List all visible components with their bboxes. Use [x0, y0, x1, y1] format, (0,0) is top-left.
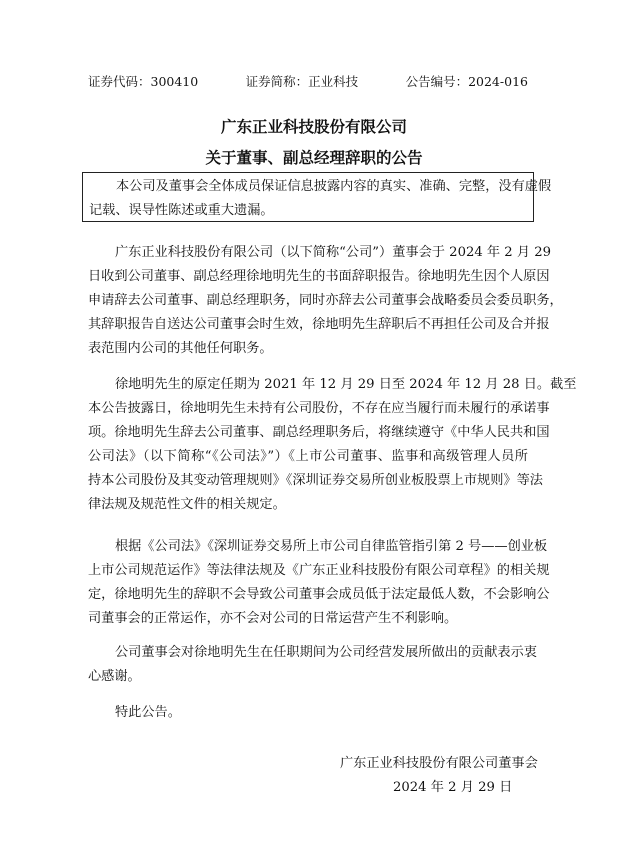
disclaimer-box: [82, 172, 552, 222]
notice-number: 公告编号：2024-016: [405, 74, 528, 89]
paragraph-line: 律法规及规范性文件的相关规定。: [88, 497, 286, 512]
paragraph-line: 公司董事会对徐地明先生在任职期间为公司经营发展所做出的贡献表示衷: [115, 645, 537, 660]
paragraph-line: 广东正业科技股份有限公司（以下简称“公司”）董事会于 2024 年 2 月 29: [115, 245, 552, 260]
paragraph-line: 徐地明先生的原定任期为 2021 年 12 月 29 日至 2024 年 12 月 28 日。截至: [115, 377, 577, 392]
paragraph-line: 其辞职报告自送达公司董事会时生效，徐地明先生辞职后不再担任公司及合并报: [88, 317, 550, 332]
body-paragraph: [88, 641, 537, 689]
notice-title: 关于董事、副总经理辞职的公告: [205, 149, 423, 167]
paragraph-line: 项。徐地明先生辞去公司董事、副总经理职务后，将继续遵守《中华人民共和国: [88, 425, 550, 440]
signature: 广东正业科技股份有限公司董事会: [340, 756, 538, 771]
paragraph-line: 公司法》（以下简称“《公司法》”）《上市公司董事、监事和高级管理人员所: [88, 449, 528, 464]
disclaimer-line: 记载、误导性陈述或重大遗漏。: [89, 203, 274, 218]
body-paragraph: [88, 373, 577, 517]
company-title: 广东正业科技股份有限公司: [220, 118, 407, 136]
body-paragraph: [88, 535, 550, 631]
disclaimer-line: 本公司及董事会全体成员保证信息披露内容的真实、准确、完整，没有虚假: [116, 179, 552, 194]
paragraph-line: 表范围内公司的其他任何职务。: [88, 341, 273, 356]
paragraph-line: 日收到公司董事、副总经理徐地明先生的书面辞职报告。徐地明先生因个人原因: [88, 269, 550, 284]
body-paragraph: [88, 241, 563, 361]
paragraph-line: 心感谢。: [88, 669, 141, 684]
paragraph-line: 申请辞去公司董事、副总经理职务，同时亦辞去公司董事会战略委员会委员职务，: [88, 293, 563, 308]
paragraph-line: 特此公告。: [115, 705, 181, 720]
paragraph-line: 上市公司规范运作》等法律法规及《广东正业科技股份有限公司章程》的相关规: [88, 563, 550, 578]
signature-date: 2024 年 2 月 29 日: [393, 780, 513, 795]
paragraph-line: 司董事会的正常运作，亦不会对公司的日常运营产生不利影响。: [88, 611, 458, 626]
paragraph-line: 根据《公司法》《深圳证券交易所上市公司自律监管指引第 2 号——创业板: [115, 539, 548, 554]
stock-code: 证券代码：300410: [88, 74, 199, 89]
body-paragraph: [88, 701, 528, 725]
paragraph-line: 持本公司股份及其变动管理规则》《深圳证券交易所创业板股票上市规则》等法: [88, 473, 543, 488]
document-header: [88, 72, 528, 90]
paragraph-line: 定，徐地明先生的辞职不会导致公司董事会成员低于法定最低人数，不会影响公: [88, 587, 550, 602]
stock-short-name: 证券简称：正业科技: [245, 74, 359, 89]
paragraph-line: 本公告披露日，徐地明先生未持有公司股份，不存在应当履行而未履行的承诺事: [88, 401, 550, 416]
